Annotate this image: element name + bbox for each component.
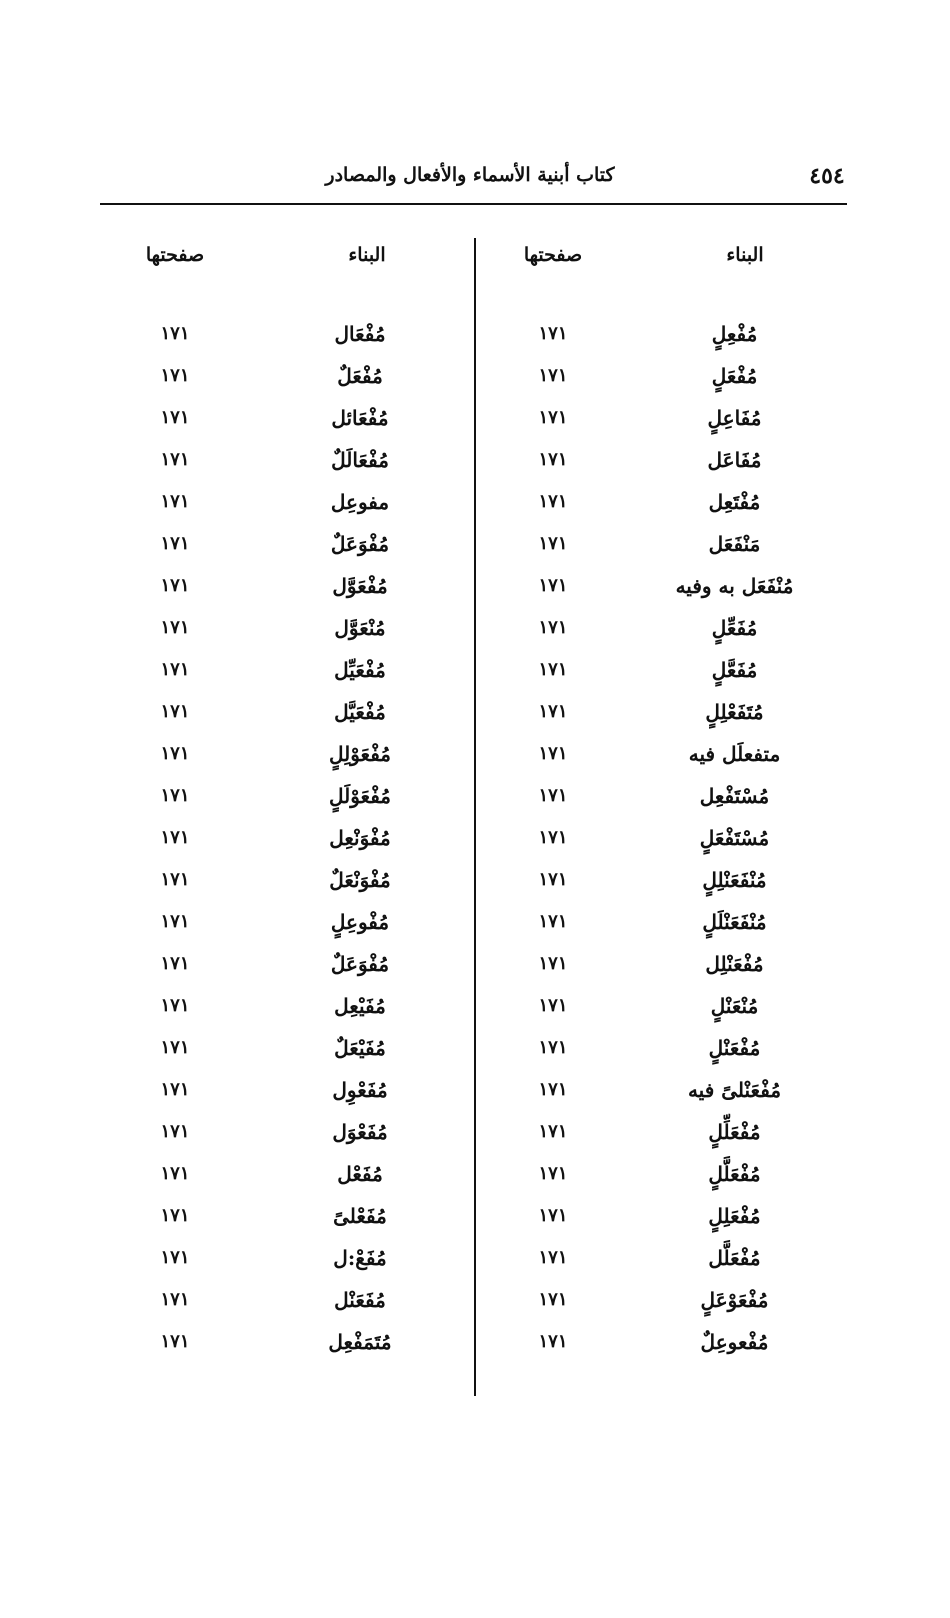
table-row: [0, 1153, 950, 1195]
left-form-cell: مُفْوَعَلٌ: [330, 952, 390, 976]
right-form-cell: متفعلَل فيه: [688, 742, 781, 766]
table-row: [0, 397, 950, 439]
right-form-cell: مُفْعَنْلٍ: [708, 1036, 761, 1060]
left-page-cell: ١٧١: [160, 323, 190, 344]
right-page-cell: ١٧١: [538, 659, 568, 680]
right-form-cell: مُفَعِّلٍ: [711, 616, 758, 640]
table-row: [0, 355, 950, 397]
right-page-cell: ١٧١: [538, 449, 568, 470]
right-page-cell: ١٧١: [538, 365, 568, 386]
right-page-cell: ١٧١: [538, 323, 568, 344]
left-form-cell: مُفْوَنْعَلٌ: [329, 868, 391, 892]
right-form-cell: مُفْعوعِلٌ: [700, 1330, 769, 1354]
left-page-cell: ١٧١: [160, 1331, 190, 1352]
page-number: ٤٥٤: [809, 163, 845, 189]
left-page-cell: ١٧١: [160, 659, 190, 680]
right-form-cell: مُفْتَعِل: [708, 490, 761, 514]
left-form-cell: مُفْعَيِّل: [334, 658, 386, 682]
right-form-cell: مُفْعَنْلِل: [705, 952, 764, 976]
right-page-cell: ١٧١: [538, 995, 568, 1016]
left-form-cell: مُفَعْوَل: [332, 1120, 388, 1144]
right-form-cell: مُنْفَعَنْلَلٍ: [702, 910, 767, 934]
right-form-cell: مُفْعَلٍ: [711, 364, 758, 388]
left-form-cell: مُفْوَنْعِل: [329, 826, 391, 850]
left-page-cell: ١٧١: [160, 491, 190, 512]
right-form-cell: مُفْعِلٍ: [711, 322, 758, 346]
left-form-cell: مُفْعَوْلِلٍ: [328, 742, 392, 766]
left-form-cell: مُفْوَعَلٌ: [330, 532, 390, 556]
table-row: [0, 1279, 950, 1321]
right-form-cell: مَنْفَعَل: [708, 532, 761, 556]
left-form-cell: مُتَمَفْعِل: [328, 1330, 392, 1354]
right-page-cell: ١٧١: [538, 827, 568, 848]
right-page-cell: ١٧١: [538, 701, 568, 722]
right-page-cell: ١٧١: [538, 407, 568, 428]
table-row: [0, 901, 950, 943]
right-form-cell: مُفْعَلَّل: [708, 1246, 761, 1270]
right-page-cell: ١٧١: [538, 491, 568, 512]
right-page-cell: ١٧١: [538, 911, 568, 932]
left-page-cell: ١٧١: [160, 953, 190, 974]
table-row: [0, 1069, 950, 1111]
left-form-cell: مُفْعَائل: [331, 406, 389, 430]
left-form-cell: مُفَعْلىً: [333, 1204, 387, 1228]
left-form-heading: البناء: [348, 244, 386, 266]
right-form-cell: مُفْعَلَّلٍ: [708, 1162, 761, 1186]
left-page-cell: ١٧١: [160, 1037, 190, 1058]
right-form-cell: مُفْعَنْلىً فيه: [687, 1078, 782, 1102]
left-page-cell: ١٧١: [160, 407, 190, 428]
right-form-cell: مُفَعَّلٍ: [711, 658, 758, 682]
left-form-cell: مُفْعَلٌ: [337, 364, 383, 388]
right-page-cell: ١٧١: [538, 1289, 568, 1310]
right-page-cell: ١٧١: [538, 617, 568, 638]
left-form-cell: مُنْعَوَّل: [334, 616, 386, 640]
table-row: [0, 775, 950, 817]
left-form-cell: مُفَعْ:ل: [333, 1246, 387, 1270]
right-page-cell: ١٧١: [538, 743, 568, 764]
left-page-cell: ١٧١: [160, 533, 190, 554]
right-page-cell: ١٧١: [538, 533, 568, 554]
right-form-cell: مُسْتَفْعَلٍ: [699, 826, 770, 850]
left-page-heading: صفحتها: [145, 244, 205, 266]
left-form-cell: مُفَعَنْل: [334, 1288, 386, 1312]
right-form-cell: مُفْعَوْعَلٍ: [700, 1288, 769, 1312]
table-row: [0, 1237, 950, 1279]
right-form-cell: مُفَاعَل: [707, 448, 762, 472]
right-form-cell: مُنْفَعَنْلِلٍ: [702, 868, 767, 892]
left-page-cell: ١٧١: [160, 617, 190, 638]
left-form-cell: مُفْعَيَّل: [334, 700, 386, 724]
left-page-cell: ١٧١: [160, 1079, 190, 1100]
right-form-cell: مُفَاعِلٍ: [707, 406, 762, 430]
index-table: [0, 313, 950, 1373]
table-row: [0, 733, 950, 775]
right-form-cell: مُفْعَلِلٍ: [708, 1204, 761, 1228]
left-page-cell: ١٧١: [160, 365, 190, 386]
running-title: كتاب أبنية الأسماء والأفعال والمصادر: [325, 164, 615, 186]
left-page-cell: ١٧١: [160, 785, 190, 806]
right-page-cell: ١٧١: [538, 1121, 568, 1142]
left-form-cell: مُفْعَوْلَلٍ: [328, 784, 392, 808]
table-row: [0, 607, 950, 649]
right-form-cell: مُتَفَعْلِلٍ: [705, 700, 764, 724]
right-form-cell: مُنْفَعَل به وفيه: [675, 574, 794, 598]
left-page-cell: ١٧١: [160, 827, 190, 848]
right-page-cell: ١٧١: [538, 575, 568, 596]
right-page-cell: ١٧١: [538, 1163, 568, 1184]
right-form-cell: مُنْعَنْلٍ: [710, 994, 759, 1018]
left-form-cell: مُفْوعِلٍ: [330, 910, 390, 934]
table-row: [0, 1027, 950, 1069]
left-form-cell: مُفْعَوَّل: [332, 574, 388, 598]
left-page-cell: ١٧١: [160, 701, 190, 722]
table-row: [0, 649, 950, 691]
right-page-cell: ١٧١: [538, 1079, 568, 1100]
right-form-heading: البناء: [726, 244, 764, 266]
left-page-cell: ١٧١: [160, 1205, 190, 1226]
left-page-cell: ١٧١: [160, 911, 190, 932]
table-row: [0, 859, 950, 901]
right-page-cell: ١٧١: [538, 1205, 568, 1226]
right-page-cell: ١٧١: [538, 1037, 568, 1058]
table-row: [0, 1195, 950, 1237]
left-page-cell: ١٧١: [160, 1121, 190, 1142]
left-form-cell: مُفَعْوِل: [332, 1078, 388, 1102]
table-row: [0, 985, 950, 1027]
right-page-cell: ١٧١: [538, 1247, 568, 1268]
left-form-cell: مفوعِل: [330, 490, 390, 514]
right-page-cell: ١٧١: [538, 785, 568, 806]
left-form-cell: مُفْعَالَلٌ: [331, 448, 389, 472]
table-row: [0, 691, 950, 733]
left-form-cell: مُفَيْعَلٌ: [334, 1036, 386, 1060]
left-form-cell: مُفَيْعِل: [334, 994, 386, 1018]
table-row: [0, 565, 950, 607]
table-row: [0, 481, 950, 523]
table-row: [0, 523, 950, 565]
table-row: [0, 439, 950, 481]
header-rule: [100, 203, 847, 205]
right-page-cell: ١٧١: [538, 1331, 568, 1352]
left-page-cell: ١٧١: [160, 1247, 190, 1268]
left-page-cell: ١٧١: [160, 1163, 190, 1184]
table-row: [0, 313, 950, 355]
left-form-cell: مُفْعَال: [334, 322, 386, 346]
left-page-cell: ١٧١: [160, 1289, 190, 1310]
left-page-cell: ١٧١: [160, 575, 190, 596]
right-page-cell: ١٧١: [538, 953, 568, 974]
left-page-cell: ١٧١: [160, 995, 190, 1016]
right-form-cell: مُفْعَلِّلٍ: [708, 1120, 761, 1144]
left-page-cell: ١٧١: [160, 449, 190, 470]
table-row: [0, 1321, 950, 1363]
left-page-cell: ١٧١: [160, 743, 190, 764]
table-row: [0, 1111, 950, 1153]
right-page-cell: ١٧١: [538, 869, 568, 890]
left-form-cell: مُفَعْل: [337, 1162, 383, 1186]
right-page-heading: صفحتها: [523, 244, 583, 266]
table-row: [0, 817, 950, 859]
right-form-cell: مُسْتَفْعِل: [699, 784, 770, 808]
table-row: [0, 943, 950, 985]
left-page-cell: ١٧١: [160, 869, 190, 890]
